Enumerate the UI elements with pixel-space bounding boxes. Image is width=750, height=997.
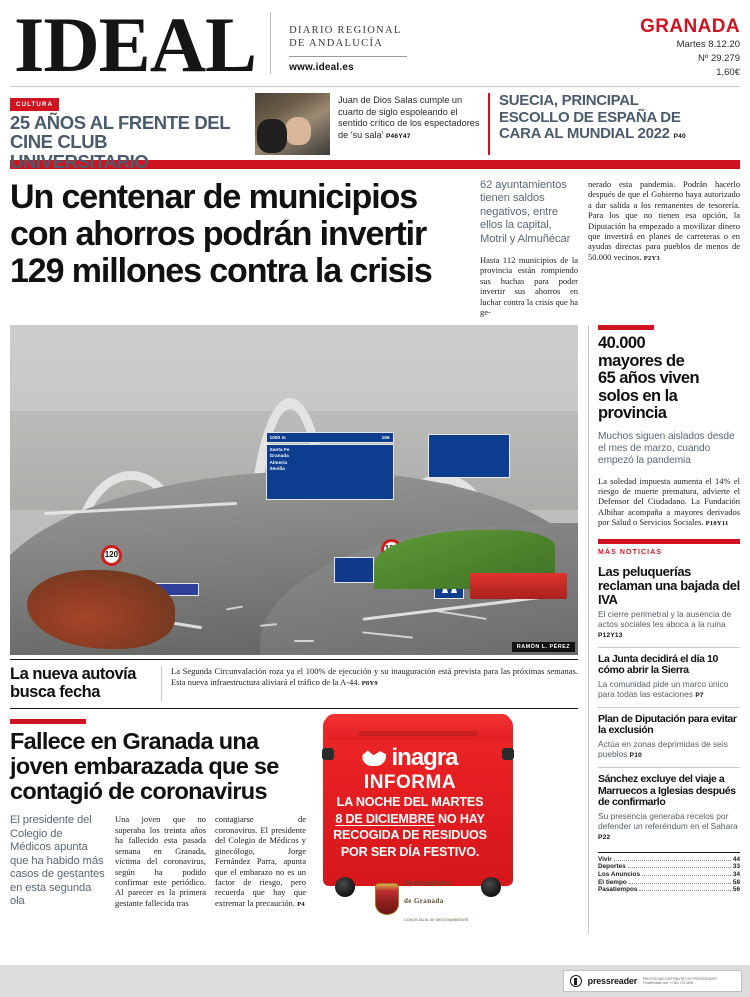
sidebar-lead-body xyxy=(598,476,740,530)
news-item-headline: La Junta decidirá el día 10 cómo abrir la Sierra xyxy=(598,652,718,677)
pressreader-fine-print: PRINTED AND DISTRIBUTED BY PRESSREADER PressReader.com +1 604 278 4604 xyxy=(643,976,717,985)
autovia-caption xyxy=(162,666,578,701)
edition-date: Martes 8.12.20 xyxy=(676,39,740,50)
overhead-sign-header xyxy=(266,432,394,443)
masthead-edition-info xyxy=(612,6,740,79)
speed-limit-sign-left: 120 xyxy=(101,545,122,566)
teaser-culture-line-2: CINE CLUB UNIVERSITARIO xyxy=(10,131,149,172)
index-leader-dots xyxy=(628,864,731,868)
index-row[interactable] xyxy=(598,879,740,887)
news-item-headline: Sánchez excluye del viaje a Marruecos a Iglesias después de confirmarlo xyxy=(598,772,736,809)
autovia-headline-line-1: La nueva autovía xyxy=(10,665,136,684)
fallece-body-column-1 xyxy=(115,814,215,934)
ad-message-line-3: RECOGIDA DE RESIDUOS xyxy=(333,828,487,843)
sign-dest-2: Granada xyxy=(269,453,289,459)
ad-message xyxy=(315,794,505,860)
news-item-headline: Plan de Diputación para evitar la exclusión xyxy=(598,712,737,737)
index-page-number: 34 xyxy=(732,870,740,878)
index-section-name: Los Anuncios xyxy=(598,870,641,878)
sidebar-lead-body-page: P10Y11 xyxy=(705,520,729,528)
section-tag-cultura: CULTURA xyxy=(10,98,59,111)
photo-credit: RAMÓN L. PÉREZ xyxy=(512,642,575,652)
inagra-advertisement[interactable] xyxy=(315,716,578,934)
news-item-teaser-text: Su presencia generaba recelos por defender un referéndum en el Sahara xyxy=(598,810,738,831)
autovia-headline xyxy=(10,666,162,701)
sidebar-lead-line-4: solos en la xyxy=(598,386,678,405)
fallece-body-col-2-wrap xyxy=(215,814,306,910)
crest-line-3: CONCEJALÍA DE MEDIOAMBIENTE xyxy=(404,918,469,923)
list-item[interactable] xyxy=(598,707,740,761)
crest-line-2: de Granada xyxy=(404,897,444,906)
fallece-subhead: El presidente del Colegio de Médicos apunta que ha habido más casos de gestantes en esta segunda ola xyxy=(10,814,105,907)
news-item-page: P12Y13 xyxy=(598,631,623,639)
photo-red-truck xyxy=(470,573,567,599)
fallece-body-text-1: Una joven que no superaba los treinta años ha fallecido esta pasada semana en Granada, víctima del coronavirus, según ha podido confirmar este periódico. Al parecer es la primera gestante fallecida tras xyxy=(115,814,206,908)
teaser-sports[interactable] xyxy=(488,93,740,155)
inagra-mountain-icon xyxy=(362,750,386,766)
lead-headline[interactable] xyxy=(10,179,480,317)
fallece-red-rule xyxy=(10,719,86,724)
ad-message-line-1: LA NOCHE DEL MARTES xyxy=(336,795,484,810)
edition-price: 1,60€ xyxy=(716,67,740,78)
news-item-teaser-text: Actúa en zonas deprimidas de seis pueblos xyxy=(598,738,728,759)
top-teaser-bar xyxy=(0,86,750,172)
more-news-red-rule xyxy=(598,539,740,544)
teaser-culture-line-1: 25 AÑOS AL FRENTE DEL xyxy=(10,111,231,133)
index-row[interactable] xyxy=(598,863,740,871)
lead-headline-line-1: Un centenar de municipios xyxy=(10,178,418,216)
lead-headline-line-2: con ahorros podrán invertir xyxy=(10,215,427,253)
lead-subhead-column xyxy=(480,179,588,317)
edition-city: GRANADA xyxy=(640,16,740,37)
fallece-body-page: P4 xyxy=(297,900,305,908)
lead-body-page: P2Y3 xyxy=(643,254,660,262)
bin-lid xyxy=(325,714,511,740)
index-page-number: 33 xyxy=(732,863,740,871)
index-row[interactable] xyxy=(598,886,740,894)
pressreader-brand: pressreader xyxy=(587,976,637,986)
sidebar-lead-headline[interactable] xyxy=(598,335,740,423)
teaser-sports-line-2: ESCOLLO DE ESPAÑA DE xyxy=(499,108,681,126)
main-left-column xyxy=(10,325,588,934)
ad-informa-label: INFORMA xyxy=(363,772,457,794)
sidebar-lead-body-text: La soledad impuesta aumenta el 14% el riesgo de muerte prematura, advierte el Defensor del Ciudadano. La Fundación Albihar acompaña a mayores derivados por Salud o Servicios Sociales. xyxy=(598,475,740,528)
teaser-sports-line-3: CARA AL MUNDIAL 2022 xyxy=(499,125,670,142)
more-news-label: MÁS NOTICIAS xyxy=(598,548,663,556)
news-item-teaser xyxy=(598,739,740,761)
index-section-name: Deportes xyxy=(598,863,626,871)
teaser-culture[interactable] xyxy=(10,93,255,172)
fallece-story xyxy=(10,709,578,934)
news-item-teaser xyxy=(598,609,740,641)
index-leader-dots xyxy=(614,857,731,861)
descriptor-line-2: DE ANDALUCÍA xyxy=(289,38,384,49)
sign-exit-number: 159 xyxy=(381,434,390,440)
autovia-story[interactable] xyxy=(10,659,578,709)
index-leader-dots xyxy=(639,887,730,891)
teaser-blurb-page: P46Y47 xyxy=(385,132,411,140)
list-item[interactable] xyxy=(598,647,740,701)
lead-body-column-2 xyxy=(588,179,740,264)
masthead xyxy=(0,0,750,86)
section-index xyxy=(598,852,740,894)
news-item-page: P7 xyxy=(695,691,704,699)
fallece-body-text-2: contagiarse de coronavirus. El presidente del Colegio de Médicos y ginecólogo, Jorge Fernández Parra, apunta que el embarazo no es un factor de riesgo, pero recuerda que hay que extremar la precaución. xyxy=(215,814,306,908)
lead-body-column-1: Hasta 112 municipios de la provincia están rompiendo sus huchas para poder invertir sus ahorros en luchar contra la crisis que ha ge- xyxy=(480,255,578,318)
teaser-sports-line-1: SUECIA, PRINCIPAL xyxy=(499,92,639,109)
granada-shield-icon xyxy=(375,883,399,915)
news-item-page: P22 xyxy=(598,833,611,841)
bin-wheel-left xyxy=(335,877,355,897)
index-leader-dots xyxy=(629,880,731,884)
teaser-blurb-text: Juan de Dios Salas cumple un cuarto de siglo espoleando el sentido crítico de los espectadores de 'su sala' xyxy=(338,95,480,140)
teaser-sports-page: P40 xyxy=(673,133,686,140)
ad-message-line-2: 8 DE DICIEMBRE xyxy=(335,811,435,826)
index-page-number: 58 xyxy=(732,878,740,886)
teaser-culture-blurb xyxy=(338,93,488,155)
autovia-caption-text: La Segunda Circunvalación roza ya el 100% de ejecución y su inauguración está prevista para las próximas semanas. Esta nueva infraestructura aliviará el tráfico de la A-44. xyxy=(171,666,578,687)
website-url[interactable]: www.ideal.es xyxy=(289,62,354,73)
lead-story xyxy=(0,169,750,317)
news-item-teaser xyxy=(598,811,740,843)
fallece-headline-line-2: joven embarazada que se xyxy=(10,753,279,780)
index-section-name: Pasatiempos xyxy=(598,886,638,894)
sidebar-red-rule xyxy=(598,325,654,330)
news-item-teaser-text: El cierre perimetral y la ausencia de actos sociales les aboca a la ruina xyxy=(598,608,732,629)
autovia-caption-page: P8Y9 xyxy=(361,679,378,687)
ad-message-line-4: POR SER DÍA FESTIVO. xyxy=(340,844,480,859)
list-item[interactable] xyxy=(598,767,740,843)
sidebar-lead-subhead: Muchos siguen aislados desde el mes de marzo, cuando empezó la pandemia xyxy=(598,430,735,467)
lead-body-column-2-wrap xyxy=(588,179,740,317)
crest-text xyxy=(404,872,469,926)
list-item[interactable] xyxy=(598,559,740,641)
sidebar xyxy=(588,325,740,934)
news-item-headline: Las peluquerías reclaman una bajada del IVA xyxy=(598,563,740,607)
lead-photo-highway xyxy=(10,325,578,655)
fallece-subhead-column xyxy=(10,814,115,934)
crest-line-1: Ayuntamiento xyxy=(404,879,452,888)
fallece-headline-line-1: Fallece en Granada una xyxy=(10,728,259,755)
fallece-headline-line-3: contagió de coronavirus xyxy=(10,778,267,805)
masthead-divider xyxy=(289,56,407,57)
ad-slot xyxy=(315,744,578,934)
sidebar-lead-line-5: provincia xyxy=(598,404,667,423)
newspaper-logo: IDEAL xyxy=(14,1,257,88)
sign-dest-3: Almería xyxy=(269,459,288,465)
lane-marking xyxy=(294,640,314,642)
sidebar-lead-line-2: mayores de xyxy=(598,351,685,370)
roadside-sign-right xyxy=(334,557,374,583)
pressreader-watermark[interactable] xyxy=(563,970,742,992)
more-news-section xyxy=(598,539,740,894)
lead-body-text-2: nerado esta pandemia. Podrán hacerlo después de que el Gobierno haya autorizado a dar salida a los remanentes de tesorería. Para los que no tienen esa opción, la Diputación ha empezado a movilizar dinero que invertirá en planes de carreteras o en ayudas directas para pueblos de menos de 50.000 vecinos. xyxy=(588,179,740,262)
index-leader-dots xyxy=(642,872,731,876)
teaser-photo-projector xyxy=(255,93,330,155)
index-section-name: Vivir xyxy=(598,855,612,863)
index-row[interactable] xyxy=(598,871,740,879)
pressreader-footer xyxy=(0,965,750,997)
lead-headline-line-3: 129 millones contra la crisis xyxy=(10,252,432,290)
index-section-name: El tiempo xyxy=(598,878,627,886)
sign-dest-4: Sevilla xyxy=(269,465,285,471)
news-item-teaser xyxy=(598,679,740,701)
index-page-number: 56 xyxy=(732,886,740,894)
bin-wheel-right xyxy=(481,877,501,897)
city-council-crest xyxy=(375,872,469,926)
news-item-page: P10 xyxy=(629,751,643,759)
edition-issue-number: Nº 29.279 xyxy=(697,53,740,64)
sign-dest-1: Santa Fe xyxy=(269,447,290,453)
index-row[interactable] xyxy=(598,856,740,864)
sign-distance: 1000 m xyxy=(269,434,286,440)
sidebar-lead-line-1: 40.000 xyxy=(598,334,646,353)
main-content xyxy=(0,317,750,934)
masthead-descriptor xyxy=(270,12,612,74)
index-page-number: 44 xyxy=(732,855,740,863)
descriptor-line-1: DIARIO REGIONAL xyxy=(289,25,402,36)
fallece-body-column-2 xyxy=(215,814,315,934)
overhead-sign-main xyxy=(266,444,394,500)
news-item-teaser-text: La comunidad pide un marco único para todas las estaciones xyxy=(598,678,729,699)
autovia-headline-line-2: busca fecha xyxy=(10,682,100,701)
pressreader-logo-icon xyxy=(570,975,582,987)
overhead-sign-secondary xyxy=(428,434,510,478)
inagra-logo xyxy=(315,746,505,770)
inagra-wordmark: inagra xyxy=(391,744,458,772)
ad-message-line-2b: NO HAY xyxy=(438,811,485,826)
lead-subhead: 62 ayuntamientos tienen saldos negativos, entre ellos la capital, Motril y Almuñécar xyxy=(480,179,571,245)
sidebar-lead-line-3: 65 años viven xyxy=(598,369,700,388)
